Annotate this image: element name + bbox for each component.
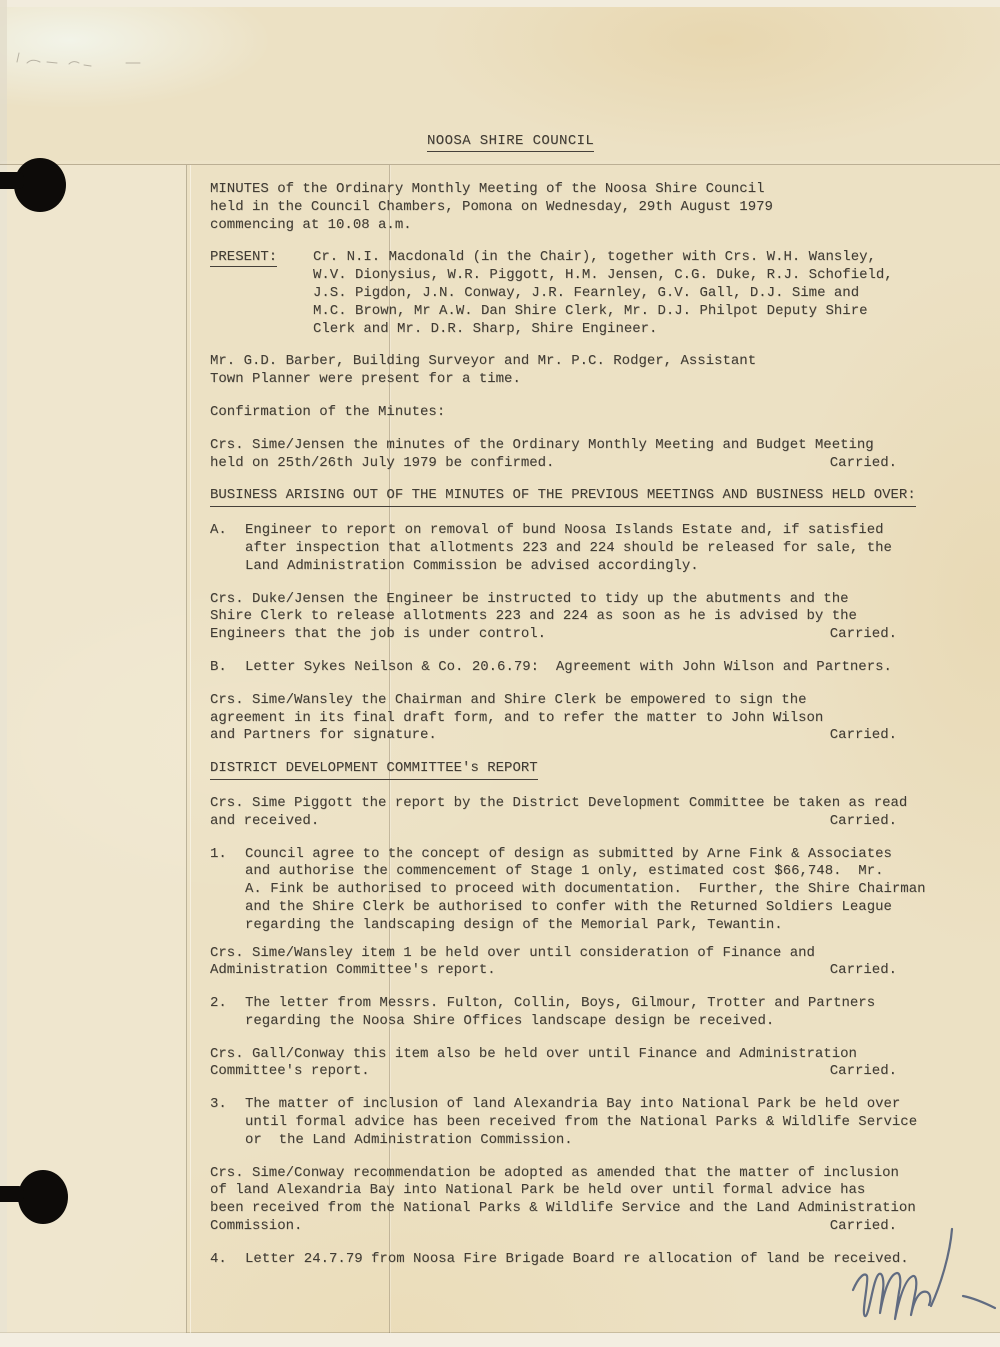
item-3 (210, 1096, 936, 1149)
text-line: and received. (210, 812, 320, 829)
text-line: M.C. Brown, Mr A.W. Dan Shire Clerk, Mr. D.J. Philpot Deputy Shire (313, 302, 868, 319)
motion-confirmation (210, 437, 936, 473)
text-line: MINUTES of the Ordinary Monthly Meeting of the Noosa Shire Council (210, 181, 765, 197)
document-body (210, 181, 936, 1284)
text-line: Letter Sykes Neilson & Co. 20.6.79: Agreement with John Wilson and Partners. (245, 658, 892, 675)
paragraph-intro (210, 181, 936, 234)
text-line: Crs. Sime/Conway recommendation be adopted as amended that the matter of inclusion (210, 1164, 899, 1181)
carried-label: Carried. (829, 626, 897, 643)
text-line: Engineers that the job is under control. (210, 626, 547, 643)
text-line: Land Administration Commission be advised accordingly. (245, 557, 699, 574)
text-line: agreement in its final draft form, and to refer the matter to John Wilson (210, 709, 824, 726)
scan-edge-top (0, 0, 1000, 7)
text-line: regarding the Noosa Shire Offices landscape design be received. (245, 1012, 775, 1029)
text-line: held in the Council Chambers, Pomona on Wednesday, 29th August 1979 (210, 198, 773, 215)
underlying-page-highlight (190, 165, 191, 1333)
text-line: J.S. Pigdon, J.N. Conway, J.R. Fearnley, G.V. Gall, D.J. Sime and (313, 284, 860, 301)
carried-label: Carried. (829, 1218, 897, 1235)
text-line: Cr. N.I. Macdonald (in the Chair), together with Crs. W.H. Wansley, (313, 249, 876, 266)
text-line: and authorise the commencement of Stage 1 only, estimated cost $66,748. Mr. (245, 863, 884, 880)
text-line: Clerk and Mr. D.R. Sharp, Shire Engineer. (313, 320, 658, 337)
motion-district-intro (210, 795, 936, 831)
hole-punch-bottom (18, 1170, 68, 1224)
item-a (210, 522, 936, 575)
page-title: NOOSA SHIRE COUNCIL (427, 133, 594, 152)
text-line: Council agree to the concept of design as submitted by Arne Fink & Associates (245, 845, 892, 862)
text-line: and Partners for signature. (210, 727, 437, 744)
heading-confirmation (210, 404, 936, 422)
text-line: Crs. Sime/Wansley the Chairman and Shire Clerk be empowered to sign the (210, 691, 807, 708)
present-label: PRESENT: (210, 249, 278, 266)
motion-item-2 (210, 1046, 936, 1082)
text-line: The letter from Messrs. Fulton, Collin, Boys, Gilmour, Trotter and Partners (245, 995, 876, 1012)
heading-district-development: DISTRICT DEVELOPMENT COMMITTEE's REPORT (210, 760, 936, 780)
text-line: Mr. G.D. Barber, Building Surveyor and Mr. P.C. Rodger, Assistant (210, 353, 757, 370)
text-line: until formal advice has been received from the National Parks & Wildlife Service (245, 1114, 918, 1131)
carried-label: Carried. (829, 962, 897, 979)
paragraph-also-present (210, 353, 936, 389)
signature-initials (845, 1226, 1000, 1338)
item-label: 3. (210, 1096, 227, 1113)
item-label: B. (210, 658, 227, 675)
item-4 (210, 1251, 936, 1269)
text-line: of land Alexandria Bay into National Park be held over until formal advice has (210, 1182, 866, 1199)
text-line: after inspection that allotments 223 and 224 should be released for sale, the (245, 539, 892, 556)
text-line: Administration Committee's report. (210, 962, 496, 979)
item-label: A. (210, 522, 227, 539)
item-1 (210, 846, 936, 935)
carried-label: Carried. (829, 1063, 897, 1080)
motion-item-b (210, 692, 936, 745)
text-line: The matter of inclusion of land Alexandria Bay into National Park be held over (245, 1096, 901, 1113)
item-2 (210, 995, 936, 1031)
item-label: 2. (210, 995, 227, 1012)
carried-label: Carried. (829, 812, 897, 829)
motion-item-a (210, 591, 936, 644)
text-line: Crs. Sime Piggott the report by the District Development Committee be taken as read (210, 794, 908, 811)
text-line: Committee's report. (210, 1063, 370, 1080)
item-label: 4. (210, 1250, 227, 1267)
carried-label: Carried. (829, 727, 897, 744)
paragraph-present (210, 249, 936, 338)
item-b (210, 659, 936, 677)
text-line: Letter 24.7.79 from Noosa Fire Brigade Board re allocation of land be received. (245, 1250, 909, 1267)
text-line: Crs. Sime/Wansley item 1 be held over until consideration of Finance and (210, 944, 815, 961)
motion-item-1 (210, 945, 936, 981)
text-line: Commission. (210, 1218, 303, 1235)
item-label: 1. (210, 845, 227, 862)
hole-punch-top-tab (0, 172, 24, 189)
text-line: A. Fink be authorised to proceed with documentation. Further, the Shire Chairman (245, 881, 926, 898)
motion-item-3 (210, 1165, 936, 1236)
text-line: and the Shire Clerk be authorised to confer with the Returned Soldiers League (245, 898, 892, 915)
text-line: Confirmation of the Minutes: (210, 403, 446, 420)
text-line: regarding the landscaping design of the Memorial Park, Tewantin. (245, 916, 783, 933)
text-line: or the Land Administration Commission. (245, 1131, 573, 1148)
pencil-marks (14, 48, 164, 72)
text-line: held on 25th/26th July 1979 be confirmed. (210, 454, 555, 471)
text-line: Shire Clerk to release allotments 223 and 224 as soon as he is advised by the (210, 608, 857, 625)
text-line: Town Planner were present for a time. (210, 371, 521, 388)
hole-punch-bottom-tab (0, 1186, 24, 1202)
text-line: commencing at 10.08 a.m. (210, 216, 412, 233)
carried-label: Carried. (829, 454, 897, 471)
present-names (313, 249, 936, 338)
text-line: W.V. Dionysius, W.R. Piggott, H.M. Jensen, C.G. Duke, R.J. Schofield, (313, 267, 893, 284)
text-line: Crs. Duke/Jensen the Engineer be instructed to tidy up the abutments and the (210, 590, 849, 607)
text-line: Crs. Gall/Conway this item also be held over until Finance and Administration (210, 1045, 857, 1062)
underlying-page-edge (0, 165, 187, 1333)
text-line: Crs. Sime/Jensen the minutes of the Ordinary Monthly Meeting and Budget Meeting (210, 436, 874, 453)
heading-business-arising: BUSINESS ARISING OUT OF THE MINUTES OF THE PREVIOUS MEETINGS AND BUSINESS HELD OVER: (210, 487, 936, 507)
text-line: been received from the National Parks & Wildlife Service and the Land Administration (210, 1200, 916, 1217)
text-line: Engineer to report on removal of bund Noosa Islands Estate and, if satisfied (245, 522, 884, 539)
